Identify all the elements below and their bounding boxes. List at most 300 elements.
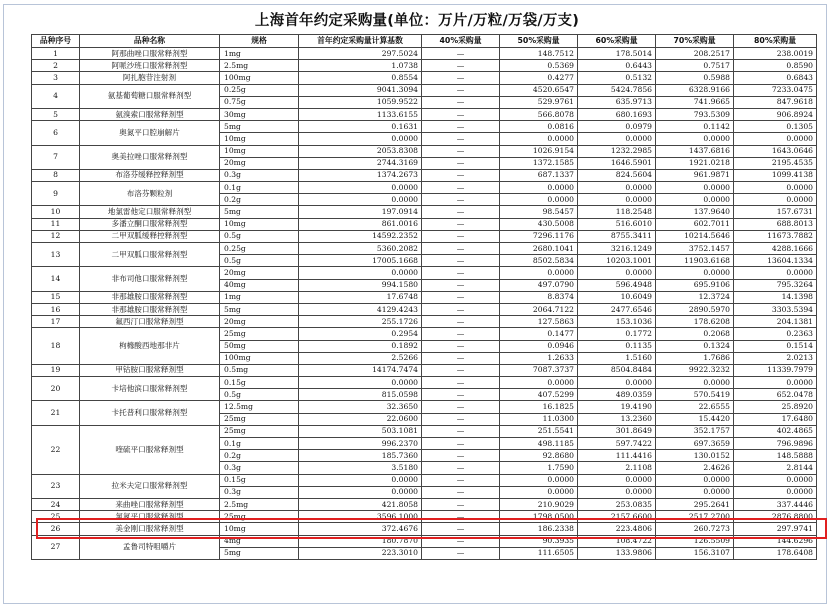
table-header-row: [32, 35, 817, 48]
pct40-cell: —: [422, 303, 500, 315]
pct80-cell: 0.0000: [734, 486, 817, 498]
pct40-cell: —: [422, 316, 500, 328]
pct50-cell: 8502.5834: [500, 255, 578, 267]
pct70-cell: 137.9640: [656, 206, 734, 218]
pct80-cell: 14.1398: [734, 291, 817, 303]
pct40-cell: —: [422, 413, 500, 425]
pct80-cell: 906.8924: [734, 108, 817, 120]
table-row: [32, 230, 817, 242]
spec-cell: 0.5mg: [220, 364, 299, 376]
serial-cell: 1: [32, 48, 80, 60]
pct70-cell: 11903.6168: [656, 255, 734, 267]
spec-cell: 0.1g: [220, 438, 299, 450]
pct50-cell: 0.0000: [500, 182, 578, 194]
pct50-cell: 430.5008: [500, 218, 578, 230]
drug-name-cell: 来曲唑口服常释剂型: [80, 498, 220, 510]
drug-name-cell: 甲钴胺口服常释剂型: [80, 364, 220, 376]
pct40-cell: —: [422, 218, 500, 230]
base-cell: 9041.3094: [299, 84, 422, 96]
pct60-cell: 10203.1001: [578, 255, 656, 267]
pct60-cell: 8755.3411: [578, 230, 656, 242]
table-row: [32, 511, 817, 523]
spec-cell: 50mg: [220, 340, 299, 352]
pct50-cell: 0.4277: [500, 72, 578, 84]
pct80-cell: 238.0019: [734, 48, 817, 60]
base-cell: 1059.9522: [299, 96, 422, 108]
pct80-cell: 337.4446: [734, 498, 817, 510]
pct40-cell: —: [422, 48, 500, 60]
pct70-cell: 352.1757: [656, 425, 734, 437]
pct70-cell: 1.7686: [656, 352, 734, 364]
pct80-cell: 2876.8800: [734, 511, 817, 523]
spec-cell: 0.1g: [220, 182, 299, 194]
pct70-cell: 2.4626: [656, 462, 734, 474]
pct60-cell: 0.0000: [578, 486, 656, 498]
pct40-cell: —: [422, 389, 500, 401]
pct50-cell: 0.1477: [500, 328, 578, 340]
table-row: [32, 474, 817, 486]
spec-cell: 10mg: [220, 133, 299, 145]
serial-cell: 9: [32, 182, 80, 206]
pct50-cell: 1.7590: [500, 462, 578, 474]
pct60-cell: 5424.7856: [578, 84, 656, 96]
pct70-cell: 0.0000: [656, 377, 734, 389]
table-row: [32, 48, 817, 60]
pct40-cell: —: [422, 535, 500, 547]
base-cell: 3596.1000: [299, 511, 422, 523]
pct80-cell: 204.1381: [734, 316, 817, 328]
base-cell: 14592.2352: [299, 230, 422, 242]
pct40-cell: —: [422, 547, 500, 559]
spec-cell: 5mg: [220, 206, 299, 218]
pct80-cell: 688.8013: [734, 218, 817, 230]
pct70-cell: 260.7273: [656, 523, 734, 535]
serial-cell: 13: [32, 243, 80, 267]
pct50-cell: 687.1337: [500, 169, 578, 181]
pct40-cell: —: [422, 328, 500, 340]
drug-name-cell: 氨基葡萄糖口服常释剂型: [80, 84, 220, 108]
pct80-cell: 0.0000: [734, 194, 817, 206]
spec-cell: 2.5mg: [220, 498, 299, 510]
serial-cell: 11: [32, 218, 80, 230]
spec-cell: 25mg: [220, 511, 299, 523]
table-row: [32, 72, 817, 84]
pct70-cell: 3752.1457: [656, 243, 734, 255]
base-cell: 17.6748: [299, 291, 422, 303]
spec-cell: 20mg: [220, 267, 299, 279]
pct40-cell: —: [422, 121, 500, 133]
pct80-cell: 0.2363: [734, 328, 817, 340]
pct80-cell: 0.8590: [734, 60, 817, 72]
drug-name-cell: 布洛芬颗粒剂: [80, 182, 220, 206]
pct70-cell: 0.1324: [656, 340, 734, 352]
header-70: 70%采购量: [656, 35, 734, 48]
table-row: [32, 377, 817, 389]
base-cell: 0.0000: [299, 182, 422, 194]
base-cell: 996.2370: [299, 438, 422, 450]
base-cell: 4129.4243: [299, 303, 422, 315]
base-cell: 0.2954: [299, 328, 422, 340]
pct80-cell: 0.0000: [734, 474, 817, 486]
spec-cell: 1mg: [220, 291, 299, 303]
base-cell: 0.0000: [299, 194, 422, 206]
serial-cell: 12: [32, 230, 80, 242]
pct80-cell: 1643.0646: [734, 145, 817, 157]
drug-name-cell: 阿那曲唑口服常释剂型: [80, 48, 220, 60]
drug-name-cell: 枸橼酸西地那非片: [80, 328, 220, 365]
drug-name-cell: 阿哌沙班口服常释剂型: [80, 60, 220, 72]
serial-cell: 6: [32, 121, 80, 145]
base-cell: 32.3650: [299, 401, 422, 413]
spec-cell: 0.5g: [220, 389, 299, 401]
pct80-cell: 144.6296: [734, 535, 817, 547]
base-cell: 815.0598: [299, 389, 422, 401]
drug-name-cell: 拉米夫定口服常释剂型: [80, 474, 220, 498]
pct80-cell: 157.6731: [734, 206, 817, 218]
pct80-cell: 25.8920: [734, 401, 817, 413]
base-cell: 185.7360: [299, 450, 422, 462]
base-cell: 2053.8308: [299, 145, 422, 157]
serial-cell: 7: [32, 145, 80, 169]
pct70-cell: 0.1142: [656, 121, 734, 133]
pct50-cell: 127.5863: [500, 316, 578, 328]
spec-cell: 2.5mg: [220, 60, 299, 72]
pct80-cell: 2195.4535: [734, 157, 817, 169]
pct80-cell: 3303.5394: [734, 303, 817, 315]
spec-cell: 0.15g: [220, 377, 299, 389]
pct50-cell: 0.0000: [500, 474, 578, 486]
pct70-cell: 0.0000: [656, 182, 734, 194]
table-row: [32, 498, 817, 510]
pct60-cell: 118.2548: [578, 206, 656, 218]
base-cell: 421.8058: [299, 498, 422, 510]
spec-cell: 0.3g: [220, 169, 299, 181]
base-cell: 3.5180: [299, 462, 422, 474]
pct40-cell: —: [422, 267, 500, 279]
pct60-cell: 596.4948: [578, 279, 656, 291]
drug-name-cell: 非那雄胺口服常释剂型: [80, 303, 220, 315]
pct70-cell: 695.9106: [656, 279, 734, 291]
table-row: [32, 316, 817, 328]
pct50-cell: 11.0300: [500, 413, 578, 425]
pct80-cell: 11339.7979: [734, 364, 817, 376]
serial-cell: 19: [32, 364, 80, 376]
table-row: [32, 401, 817, 413]
base-cell: 0.0000: [299, 133, 422, 145]
table-row: [32, 206, 817, 218]
pct60-cell: 8504.8484: [578, 364, 656, 376]
header-60: 60%采购量: [578, 35, 656, 48]
pct70-cell: 1437.6816: [656, 145, 734, 157]
pct40-cell: —: [422, 206, 500, 218]
base-cell: 0.0000: [299, 474, 422, 486]
pct50-cell: 1026.9154: [500, 145, 578, 157]
base-cell: 0.1631: [299, 121, 422, 133]
pct80-cell: 148.5888: [734, 450, 817, 462]
pct80-cell: 2.8144: [734, 462, 817, 474]
pct40-cell: —: [422, 523, 500, 535]
pct80-cell: 795.3264: [734, 279, 817, 291]
base-cell: 0.0000: [299, 486, 422, 498]
pct70-cell: 0.0000: [656, 267, 734, 279]
pct60-cell: 680.1693: [578, 108, 656, 120]
pct70-cell: 0.0000: [656, 194, 734, 206]
spec-cell: 25mg: [220, 413, 299, 425]
pct60-cell: 1646.5901: [578, 157, 656, 169]
base-cell: 994.1580: [299, 279, 422, 291]
pct70-cell: 156.3107: [656, 547, 734, 559]
spec-cell: 20mg: [220, 157, 299, 169]
pct60-cell: 516.6010: [578, 218, 656, 230]
pct60-cell: 0.0000: [578, 474, 656, 486]
table-row: [32, 182, 817, 194]
pct80-cell: 17.6480: [734, 413, 817, 425]
pct40-cell: —: [422, 511, 500, 523]
spec-cell: 12.5mg: [220, 401, 299, 413]
pct70-cell: 570.5419: [656, 389, 734, 401]
pct50-cell: 497.0790: [500, 279, 578, 291]
pct50-cell: 98.5457: [500, 206, 578, 218]
base-cell: 2.5266: [299, 352, 422, 364]
base-cell: 255.1726: [299, 316, 422, 328]
table-row: [32, 84, 817, 96]
pct40-cell: —: [422, 108, 500, 120]
pct50-cell: 1.2633: [500, 352, 578, 364]
pct70-cell: 0.0000: [656, 133, 734, 145]
pct50-cell: 92.8680: [500, 450, 578, 462]
pct80-cell: 7233.0475: [734, 84, 817, 96]
pct70-cell: 15.4420: [656, 413, 734, 425]
pct70-cell: 602.7011: [656, 218, 734, 230]
base-cell: 180.7870: [299, 535, 422, 547]
pct50-cell: 0.0000: [500, 377, 578, 389]
pct70-cell: 741.9665: [656, 96, 734, 108]
table-row: [32, 267, 817, 279]
spec-cell: 100mg: [220, 72, 299, 84]
base-cell: 2744.3169: [299, 157, 422, 169]
pct80-cell: 297.9741: [734, 523, 817, 535]
pct60-cell: 10.6049: [578, 291, 656, 303]
pct40-cell: —: [422, 340, 500, 352]
pct40-cell: —: [422, 169, 500, 181]
drug-name-cell: 多潘立酮口服常释剂型: [80, 218, 220, 230]
pct50-cell: 251.5541: [500, 425, 578, 437]
pct40-cell: —: [422, 486, 500, 498]
pct40-cell: —: [422, 96, 500, 108]
spec-cell: 0.2g: [220, 194, 299, 206]
table-row: [32, 121, 817, 133]
spec-cell: 0.75g: [220, 96, 299, 108]
base-cell: 1374.2673: [299, 169, 422, 181]
pct60-cell: 2.1108: [578, 462, 656, 474]
table-row: [32, 243, 817, 255]
pct40-cell: —: [422, 462, 500, 474]
pct40-cell: —: [422, 279, 500, 291]
drug-name-cell: 非布司他口服常释剂型: [80, 267, 220, 291]
pct60-cell: 0.0000: [578, 133, 656, 145]
pct60-cell: 108.4722: [578, 535, 656, 547]
table-body: [32, 48, 817, 560]
pct40-cell: —: [422, 425, 500, 437]
drug-name-cell: 卡托普利口服常释剂型: [80, 401, 220, 425]
pct80-cell: 847.9618: [734, 96, 817, 108]
pct70-cell: 208.2517: [656, 48, 734, 60]
pct80-cell: 0.6843: [734, 72, 817, 84]
pct50-cell: 0.5369: [500, 60, 578, 72]
pct50-cell: 7087.3737: [500, 364, 578, 376]
pct70-cell: 6328.9166: [656, 84, 734, 96]
pct50-cell: 7296.1176: [500, 230, 578, 242]
serial-cell: 25: [32, 511, 80, 523]
pct60-cell: 253.0835: [578, 498, 656, 510]
table-row: [32, 535, 817, 547]
pct60-cell: 133.9806: [578, 547, 656, 559]
spec-cell: 25mg: [220, 328, 299, 340]
pct40-cell: —: [422, 364, 500, 376]
base-cell: 22.0600: [299, 413, 422, 425]
pct40-cell: —: [422, 450, 500, 462]
drug-name-cell: 氨溴索口服常释剂型: [80, 108, 220, 120]
spec-cell: 4mg: [220, 535, 299, 547]
spec-cell: 0.25g: [220, 84, 299, 96]
pct60-cell: 1.5160: [578, 352, 656, 364]
pct80-cell: 0.0000: [734, 182, 817, 194]
pct60-cell: 489.0359: [578, 389, 656, 401]
pct40-cell: —: [422, 291, 500, 303]
pct40-cell: —: [422, 230, 500, 242]
pct60-cell: 0.0000: [578, 182, 656, 194]
pct60-cell: 0.0000: [578, 194, 656, 206]
pct70-cell: 10214.5646: [656, 230, 734, 242]
spec-cell: 100mg: [220, 352, 299, 364]
drug-name-cell: 奥美拉唑口服常释剂型: [80, 145, 220, 169]
pct70-cell: 1921.0218: [656, 157, 734, 169]
pct50-cell: 148.7512: [500, 48, 578, 60]
base-cell: 503.1081: [299, 425, 422, 437]
pct40-cell: —: [422, 182, 500, 194]
pct50-cell: 16.1825: [500, 401, 578, 413]
spec-cell: 10mg: [220, 218, 299, 230]
serial-cell: 14: [32, 267, 80, 291]
pct70-cell: 22.6555: [656, 401, 734, 413]
pct50-cell: 8.8374: [500, 291, 578, 303]
pct80-cell: 2.0213: [734, 352, 817, 364]
pct80-cell: 1099.4138: [734, 169, 817, 181]
spec-cell: 0.5g: [220, 230, 299, 242]
serial-cell: 8: [32, 169, 80, 181]
spec-cell: 0.3g: [220, 462, 299, 474]
pct40-cell: —: [422, 194, 500, 206]
pct70-cell: 697.3659: [656, 438, 734, 450]
pct70-cell: 0.7517: [656, 60, 734, 72]
pct60-cell: 597.7422: [578, 438, 656, 450]
pct50-cell: 0.0816: [500, 121, 578, 133]
pct50-cell: 1372.1585: [500, 157, 578, 169]
base-cell: 861.0016: [299, 218, 422, 230]
pct70-cell: 2517.2700: [656, 511, 734, 523]
serial-cell: 20: [32, 377, 80, 401]
serial-cell: 27: [32, 535, 80, 559]
spec-cell: 10mg: [220, 145, 299, 157]
spec-cell: 0.15g: [220, 474, 299, 486]
pct40-cell: —: [422, 438, 500, 450]
spec-cell: 25mg: [220, 425, 299, 437]
table-row: [32, 108, 817, 120]
pct50-cell: 2064.7122: [500, 303, 578, 315]
pct70-cell: 12.3724: [656, 291, 734, 303]
pct50-cell: 0.0946: [500, 340, 578, 352]
pct80-cell: 178.6408: [734, 547, 817, 559]
pct40-cell: —: [422, 133, 500, 145]
spec-cell: 1mg: [220, 48, 299, 60]
header-50: 50%采购量: [500, 35, 578, 48]
spec-cell: 30mg: [220, 108, 299, 120]
spec-cell: 40mg: [220, 279, 299, 291]
pct40-cell: —: [422, 157, 500, 169]
table-row: [32, 328, 817, 340]
pct50-cell: 498.1185: [500, 438, 578, 450]
pct60-cell: 0.0000: [578, 267, 656, 279]
drug-name-cell: 喹硫平口服常释剂型: [80, 425, 220, 474]
table-row: [32, 303, 817, 315]
pct70-cell: 178.6208: [656, 316, 734, 328]
table-row: [32, 218, 817, 230]
pct70-cell: 130.0152: [656, 450, 734, 462]
page-title: 上海首年约定采购量(单位：万片/万粒/万袋/万支): [254, 13, 580, 29]
serial-cell: 5: [32, 108, 80, 120]
drug-name-cell: 卡培他滨口服常释剂型: [80, 377, 220, 401]
spec-cell: 0.5g: [220, 255, 299, 267]
table-row: [32, 169, 817, 181]
pct70-cell: 126.5509: [656, 535, 734, 547]
pct60-cell: 301.8649: [578, 425, 656, 437]
base-cell: 0.8554: [299, 72, 422, 84]
pct80-cell: 796.9896: [734, 438, 817, 450]
base-cell: 1133.6155: [299, 108, 422, 120]
pct70-cell: 9922.3232: [656, 364, 734, 376]
pct60-cell: 0.1772: [578, 328, 656, 340]
header-serial: 品种序号: [32, 35, 80, 48]
pct60-cell: 1232.2985: [578, 145, 656, 157]
pct70-cell: 0.0000: [656, 474, 734, 486]
pct50-cell: 0.0000: [500, 486, 578, 498]
pct60-cell: 0.1135: [578, 340, 656, 352]
header-40: 40%采购量: [422, 35, 500, 48]
base-cell: 0.1892: [299, 340, 422, 352]
base-cell: 223.3010: [299, 547, 422, 559]
pct60-cell: 635.9713: [578, 96, 656, 108]
pct40-cell: —: [422, 498, 500, 510]
base-cell: 14174.7474: [299, 364, 422, 376]
pct80-cell: 4288.1666: [734, 243, 817, 255]
header-80: 80%采购量: [734, 35, 817, 48]
pct40-cell: —: [422, 401, 500, 413]
pct50-cell: 2680.1041: [500, 243, 578, 255]
drug-name-cell: 阿扎胞苷注射剂: [80, 72, 220, 84]
pct40-cell: —: [422, 474, 500, 486]
pct40-cell: —: [422, 145, 500, 157]
serial-cell: 16: [32, 303, 80, 315]
base-cell: 372.4676: [299, 523, 422, 535]
serial-cell: 26: [32, 523, 80, 535]
serial-cell: 18: [32, 328, 80, 365]
base-cell: 197.0914: [299, 206, 422, 218]
serial-cell: 23: [32, 474, 80, 498]
pct60-cell: 111.4416: [578, 450, 656, 462]
base-cell: 0.0000: [299, 377, 422, 389]
serial-cell: 24: [32, 498, 80, 510]
pct40-cell: —: [422, 255, 500, 267]
